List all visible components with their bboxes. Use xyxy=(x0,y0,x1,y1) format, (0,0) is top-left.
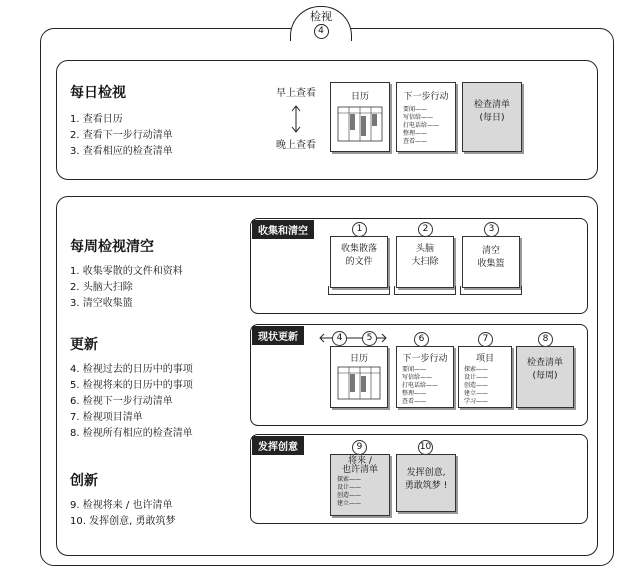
list-line: 要闻—— xyxy=(402,366,427,373)
weekly-clear-list xyxy=(70,264,183,312)
weekly-update-title: 更新 xyxy=(70,337,98,353)
project-line: 设计—— xyxy=(464,374,489,381)
step-number: 8 xyxy=(538,332,553,347)
status-panel-label: 现状更新 xyxy=(252,326,304,345)
clear-item-3: 3. 清空收集篮 xyxy=(70,298,133,309)
status-card-text: 项目 xyxy=(475,354,494,364)
step-number: 10 xyxy=(418,440,433,455)
list-line: 打电话给—— xyxy=(403,122,440,129)
status-next-actions-card xyxy=(396,346,454,408)
inbox-tray-icon xyxy=(460,286,522,295)
calendar-grid-icon xyxy=(337,106,383,142)
list-line: 查看—— xyxy=(403,138,428,145)
list-line: 打电话给—— xyxy=(402,382,439,389)
collect-card-2 xyxy=(396,236,454,288)
calendar-grid-icon xyxy=(337,366,381,400)
review-tab xyxy=(290,6,352,41)
project-line: 建立—— xyxy=(464,390,489,397)
collect-card-text: 收集散落 的文件 xyxy=(340,244,377,267)
project-line: 探索—— xyxy=(337,476,362,483)
project-line: 探索—— xyxy=(464,366,489,373)
update-item-8: 8. 检视所有相应的检查清单 xyxy=(70,428,193,439)
daily-item-3: 3. 查看相应的检查清单 xyxy=(70,146,173,157)
status-card-text: 检查清单 (每周) xyxy=(526,358,563,381)
creative-card-text: 发挥创意, 勇敢筑梦 ! xyxy=(404,468,448,491)
creative-card-text: 将来 / 也许清单 xyxy=(341,456,378,475)
daily-checklist-card xyxy=(462,82,522,152)
step-number: 5 xyxy=(362,331,377,346)
status-project-card xyxy=(458,346,512,408)
list-line: 要闻—— xyxy=(403,106,428,113)
step-number: 4 xyxy=(332,331,347,346)
collect-panel-label: 收集和清空 xyxy=(252,220,314,239)
weekly-create-list xyxy=(70,498,175,530)
daily-list xyxy=(70,112,173,160)
someday-maybe-card xyxy=(330,454,390,516)
review-number: 4 xyxy=(314,24,329,39)
collect-card-text: 清空 收集篮 xyxy=(477,246,505,269)
create-item-10: 10. 发挥创意, 勇敢筑梦 xyxy=(70,516,176,527)
list-line: 写信给—— xyxy=(403,114,434,121)
project-line: 创造—— xyxy=(337,492,362,499)
project-line: 创造—— xyxy=(464,382,489,389)
weekly-clear-title: 每周检视清空 xyxy=(70,239,154,255)
next-actions-card-title: 下一步行动 xyxy=(403,92,449,102)
step-number: 1 xyxy=(352,222,367,237)
daily-item-2: 2. 查看下一步行动清单 xyxy=(70,130,173,141)
daily-calendar-card xyxy=(330,82,390,152)
clear-item-2: 2. 头脑大扫除 xyxy=(70,282,133,293)
list-line: 写信给—— xyxy=(402,374,433,381)
weekly-create-title: 创新 xyxy=(70,473,98,489)
status-card-text: 日历 xyxy=(349,354,368,364)
clear-item-1: 1. 收集零散的文件和资料 xyxy=(70,266,183,277)
list-line: 查看—— xyxy=(402,398,427,405)
inbox-tray-icon xyxy=(328,286,390,295)
step-number: 6 xyxy=(414,332,429,347)
step-number: 7 xyxy=(478,332,493,347)
update-item-7: 7. 检视项目清单 xyxy=(70,412,143,423)
status-card-text: 下一步行动 xyxy=(402,354,448,364)
project-line: 学习—— xyxy=(464,398,489,405)
morning-label: 早上查看 xyxy=(276,88,316,99)
update-item-4: 4. 检视过去的日历中的事项 xyxy=(70,364,193,375)
dream-card xyxy=(396,454,456,512)
list-line: 整理—— xyxy=(402,390,427,397)
status-calendar-card xyxy=(330,346,388,408)
daily-title: 每日检视 xyxy=(70,85,126,101)
step-number: 9 xyxy=(352,440,367,455)
collect-card-text: 头脑 大扫除 xyxy=(411,244,439,267)
calendar-card-title: 日历 xyxy=(350,92,369,102)
review-title: 检视 xyxy=(310,10,332,23)
update-item-6: 6. 检视下一步行动清单 xyxy=(70,396,173,407)
daily-checklist-title: 检查清单 (每日) xyxy=(473,100,510,123)
evening-label: 晚上查看 xyxy=(276,140,316,151)
past-future-arrow xyxy=(318,331,388,345)
update-item-5: 5. 检视将来的日历中的事项 xyxy=(70,380,193,391)
inbox-tray-icon xyxy=(394,286,456,295)
project-line: 设计—— xyxy=(337,484,362,491)
weekly-update-list xyxy=(70,362,193,442)
collect-card-1 xyxy=(330,236,388,288)
step-number: 2 xyxy=(418,222,433,237)
updown-arrow-icon xyxy=(290,104,302,138)
create-item-9: 9. 检视将来 / 也许清单 xyxy=(70,500,173,511)
project-line: 建立—— xyxy=(337,500,362,507)
status-checklist-card xyxy=(516,346,574,408)
list-line: 整理—— xyxy=(403,130,428,137)
daily-item-1: 1. 查看日历 xyxy=(70,114,123,125)
creative-panel-label: 发挥创意 xyxy=(252,436,304,455)
step-number: 3 xyxy=(484,222,499,237)
collect-card-3 xyxy=(462,236,520,288)
daily-next-actions-card xyxy=(396,82,456,152)
